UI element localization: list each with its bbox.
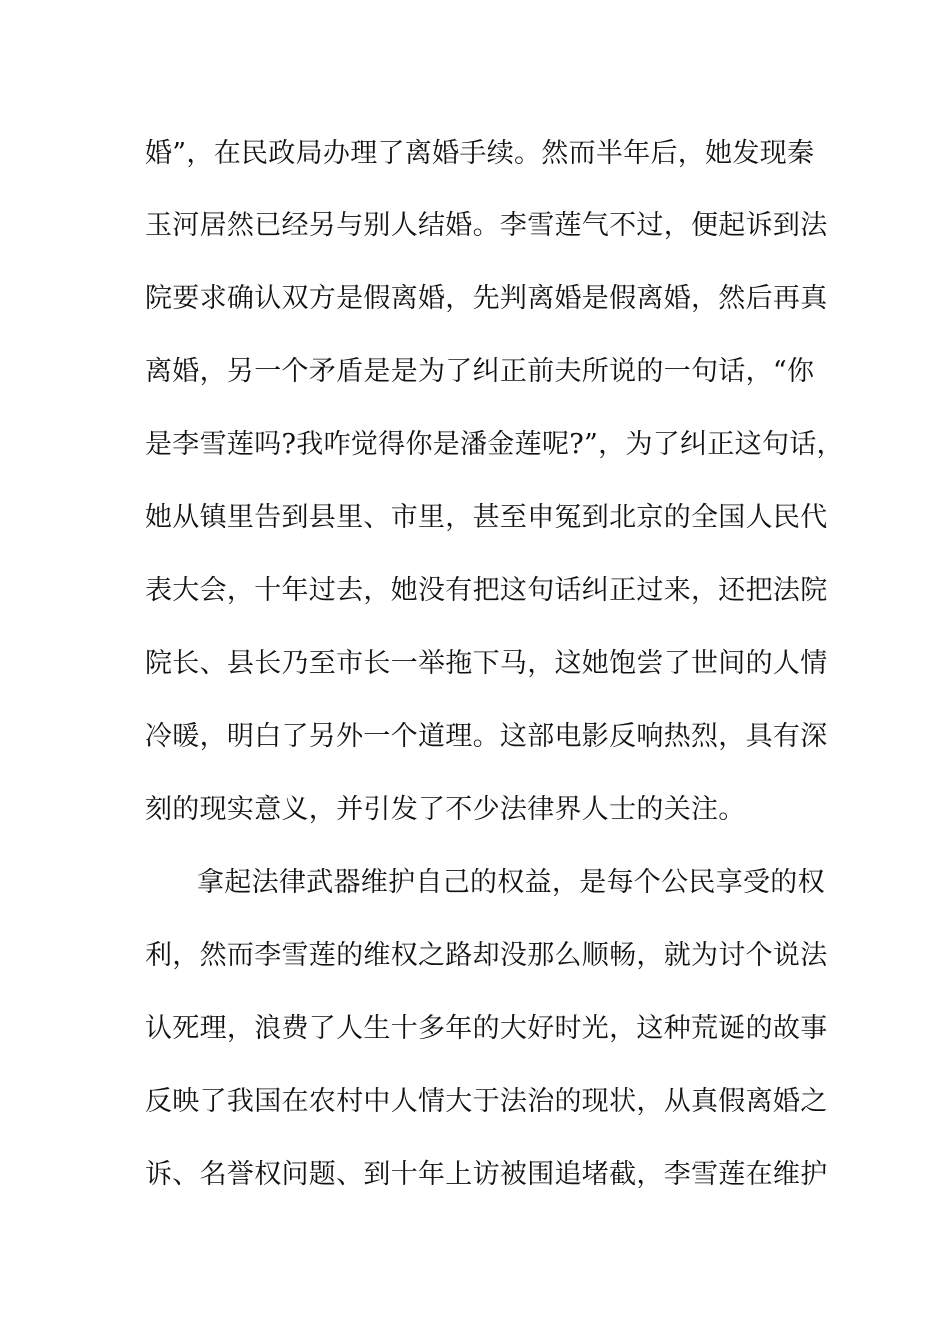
text-line: 反映了我国在农村中人情大于法治的现状，从真假离婚之	[145, 1086, 828, 1117]
paragraph-first-line: 拿起法律武器维护自己的权益，是每个公民享受的权	[197, 867, 825, 898]
text-line: 离婚，另一个矛盾是是为了纠正前夫所说的一句话，“你	[145, 356, 815, 387]
text-line: 认死理，浪费了人生十多年的大好时光，这种荒诞的故事	[145, 1013, 828, 1044]
text-line: 诉、名誉权问题、到十年上访被围追堵截，李雪莲在维护	[145, 1159, 828, 1190]
text-line: 刻的现实意义，并引发了不少法律界人士的关注。	[145, 794, 746, 825]
text-line: 玉河居然已经另与别人结婚。李雪莲气不过，便起诉到法	[145, 210, 828, 241]
text-line: 冷暖，明白了另外一个道理。这部电影反响热烈，具有深	[145, 721, 828, 752]
text-line: 婚”，在民政局办理了离婚手续。然而半年后，她发现秦	[145, 138, 815, 169]
text-line: 利，然而李雪莲的维权之路却没那么顺畅，就为讨个说法	[145, 940, 828, 971]
text-line: 院长、县长乃至市长一举拖下马，这她饱尝了世间的人情	[145, 648, 828, 679]
text-line: 是李雪莲吗?我咋觉得你是潘金莲呢?”，为了纠正这句话，	[145, 429, 844, 460]
text-line: 院要求确认双方是假离婚，先判离婚是假离婚，然后再真	[145, 283, 828, 314]
text-line: 表大会，十年过去，她没有把这句话纠正过来，还把法院	[145, 575, 828, 606]
text-line: 她从镇里告到县里、市里，甚至申冤到北京的全国人民代	[145, 502, 828, 533]
